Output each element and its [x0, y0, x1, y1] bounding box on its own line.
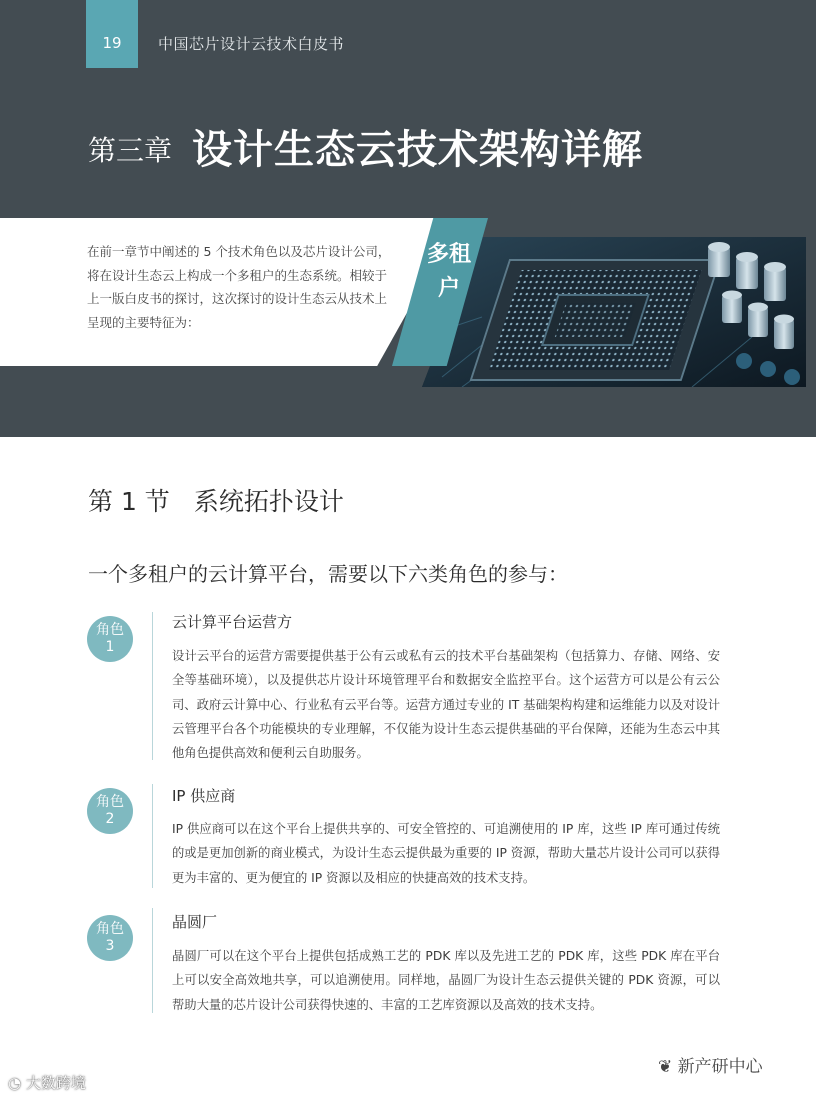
page-number-tab: 19	[86, 0, 138, 68]
role-divider-2	[152, 784, 153, 888]
role-divider-1	[152, 612, 153, 760]
role-badge-word: 角色	[96, 794, 124, 810]
role-badge-3	[87, 915, 133, 961]
role-badge-1	[87, 616, 133, 662]
role-badge-number: 2	[105, 811, 115, 827]
role-badge-number: 1	[105, 639, 115, 655]
role-divider-3	[152, 908, 153, 1013]
watermark-left	[8, 1072, 86, 1093]
role-title-2: IP 供应商	[172, 787, 236, 805]
role-badge-word: 角色	[96, 622, 124, 638]
section-lead: 一个多租户的云计算平台，需要以下六类角色的参与：	[88, 562, 568, 586]
cpu-socket-image	[422, 237, 806, 387]
section-heading	[88, 482, 344, 518]
role-badge-2	[87, 788, 133, 834]
book-title: 中国芯片设计云技术白皮书	[158, 35, 345, 53]
watermark-logo-icon: ◔	[8, 1074, 26, 1092]
cpu-socket-illustration	[422, 237, 806, 387]
wechat-icon: ❦	[658, 1057, 678, 1077]
role-badge-word: 角色	[96, 921, 124, 937]
role-badge-number: 3	[105, 938, 115, 954]
role-body-3: 晶圆厂可以在这个平台上提供包括成熟工艺的 PDK 库以及先进工艺的 PDK 库，这些 PDK 库在平台上可以安全高效地共享，可以追溯使用。同样地，晶圆厂为设计生态云提供关键的 PDK 资源，可以帮助大量的芯片设计公司获得快速的、丰富的工艺库资源以及高效的技术支持。	[172, 949, 720, 1012]
section-number: 第 1 节	[88, 487, 170, 516]
multi-tenant-label: 多租户	[426, 242, 471, 301]
watermark-left-text: 大数跨境	[25, 1074, 86, 1092]
watermark-right	[658, 1052, 763, 1077]
chapter-number: 第三章	[88, 134, 173, 167]
chapter-title: 设计生态云技术架构详解	[192, 127, 644, 173]
role-body-2: IP 供应商可以在这个平台上提供共享的、可安全管控的、可追溯使用的 IP 库，这些 IP 库可通过传统的或是更加创新的商业模式，为设计生态云提供最为重要的 IP 资源，帮助大量芯片设计公司可以获得更为丰富的、更为便宜的 IP 资源以及相应的快捷高效的技术支持。	[172, 822, 721, 885]
role-title-3: 晶圆厂	[172, 913, 218, 931]
section-title: 系统拓扑设计	[193, 487, 344, 516]
role-body-1: 设计云平台的运营方需要提供基于公有云或私有云的技术平台基础架构（包括算力、存储、网络、安全等基础环境），以及提供芯片设计环境管理平台和数据安全监控平台。这个运营方可以是公有云公司、政府云计算中心、行业私有云平台等。运营方通过专业的 IT 基础架构构建和运维能力以及对设计云管理平台各个功能模块的专业理解，不仅能为设计生态云提供基础的平台保障，还能为生态云中其他角色提供高效和便利云自助服务。	[172, 649, 720, 761]
chapter-heading	[88, 118, 643, 175]
role-title-1: 云计算平台运营方	[172, 613, 293, 631]
watermark-right-text: 新产研中心	[677, 1057, 763, 1077]
intro-paragraph: 在前一章节中阐述的 5 个技术角色以及芯片设计公司，将在设计生态云上构成一个多租户的生态系统。相较于上一版白皮书的探讨，这次探讨的设计生态云从技术上呈现的主要特征为：	[87, 244, 391, 330]
